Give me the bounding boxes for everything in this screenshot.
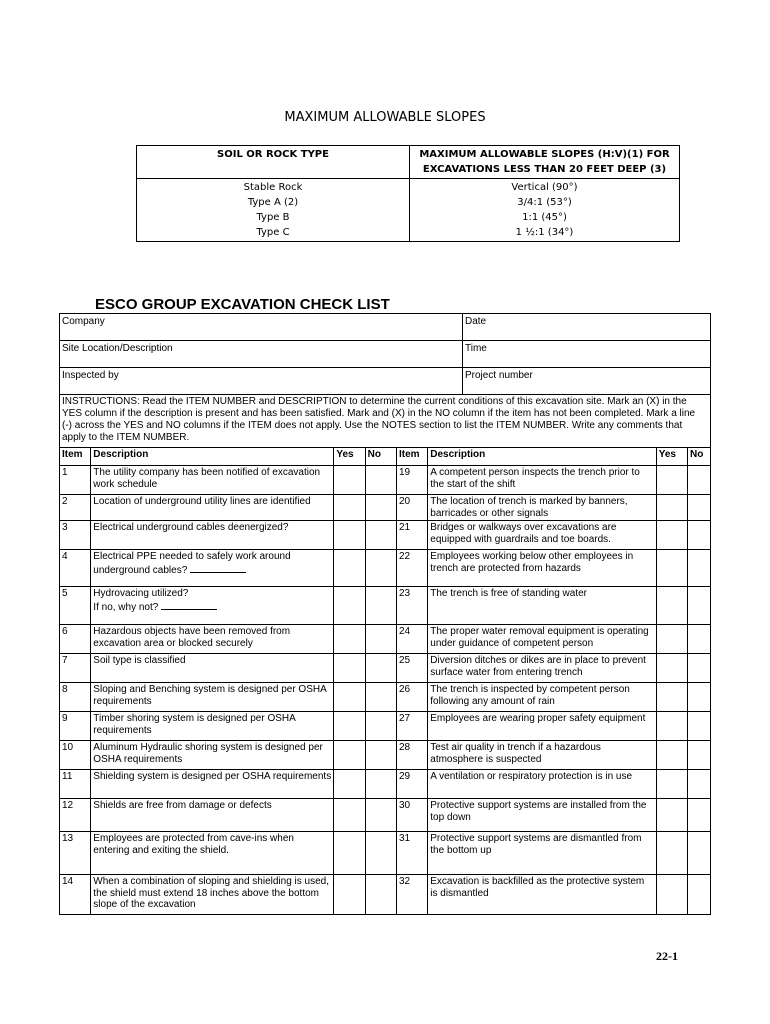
item-header: Item <box>396 448 427 466</box>
item-number: 25 <box>396 654 427 683</box>
yes-cell[interactable] <box>334 654 365 683</box>
yes-cell[interactable] <box>334 741 365 770</box>
slope-value-list: Vertical (90°) 3/4:1 (53°) 1:1 (45°) 1 ½:1 (34°) <box>410 179 680 242</box>
item-number: 20 <box>396 495 427 521</box>
no-header: No <box>688 448 711 466</box>
item-description: Sloping and Benching system is designed per OSHA requirements <box>91 683 334 712</box>
table-row <box>60 799 711 832</box>
no-cell[interactable] <box>365 495 396 521</box>
yes-cell[interactable] <box>656 832 687 875</box>
yes-cell[interactable] <box>656 625 687 654</box>
item-number: 26 <box>396 683 427 712</box>
checklist-title: ESCO GROUP EXCAVATION CHECK LIST <box>95 296 390 313</box>
yes-cell[interactable] <box>334 875 365 915</box>
yes-cell[interactable] <box>334 799 365 832</box>
slopes-table <box>136 145 680 242</box>
yes-cell[interactable] <box>334 770 365 799</box>
yes-cell[interactable] <box>656 741 687 770</box>
company-field[interactable]: Company <box>60 314 463 341</box>
no-cell[interactable] <box>365 712 396 741</box>
yes-header: Yes <box>334 448 365 466</box>
item-number: 14 <box>60 875 91 915</box>
item-description: The trench is free of standing water <box>428 587 656 625</box>
item-description: Employees are wearing proper safety equipment <box>428 712 656 741</box>
yes-cell[interactable] <box>334 587 365 625</box>
table-row <box>60 741 711 770</box>
no-cell[interactable] <box>365 770 396 799</box>
item-description: Excavation is backfilled as the protective system is dismantled <box>428 875 656 915</box>
item-description: Diversion ditches or dikes are in place to prevent surface water from entering trench <box>428 654 656 683</box>
yes-cell[interactable] <box>656 799 687 832</box>
yes-cell[interactable] <box>656 683 687 712</box>
table-row <box>60 625 711 654</box>
no-cell[interactable] <box>365 741 396 770</box>
item-description: Hydrovacing utilized? If no, why not? <box>91 587 334 625</box>
yes-cell[interactable] <box>656 770 687 799</box>
no-cell[interactable] <box>365 466 396 495</box>
answer-blank[interactable] <box>161 600 217 610</box>
yes-cell[interactable] <box>656 550 687 587</box>
item-number: 10 <box>60 741 91 770</box>
item-description: When a combination of sloping and shielding is used, the shield must extend 18 inches above the bottom slope of the excavation <box>91 875 334 915</box>
table-row <box>60 654 711 683</box>
table-row <box>60 683 711 712</box>
item-header: Item <box>60 448 91 466</box>
item-description: The location of trench is marked by banners, barricades or other signals <box>428 495 656 521</box>
table-row <box>60 550 711 587</box>
item-description: The proper water removal equipment is operating under guidance of competent person <box>428 625 656 654</box>
item-description: The utility company has been notified of excavation work schedule <box>91 466 334 495</box>
item-number: 22 <box>396 550 427 587</box>
yes-cell[interactable] <box>656 712 687 741</box>
item-number: 31 <box>396 832 427 875</box>
no-cell[interactable] <box>688 466 711 495</box>
project-number-field[interactable]: Project number <box>463 368 711 395</box>
item-number: 27 <box>396 712 427 741</box>
item-description: Test air quality in trench if a hazardous atmosphere is suspected <box>428 741 656 770</box>
table-row <box>60 875 711 915</box>
table-row <box>60 587 711 625</box>
item-number: 19 <box>396 466 427 495</box>
table-row <box>60 832 711 875</box>
table-row <box>60 495 711 521</box>
item-description: Employees are protected from cave-ins when entering and exiting the shield. <box>91 832 334 875</box>
item-number: 32 <box>396 875 427 915</box>
item-number: 4 <box>60 550 91 587</box>
no-cell[interactable] <box>688 712 711 741</box>
site-location-field[interactable]: Site Location/Description <box>60 341 463 368</box>
item-number: 13 <box>60 832 91 875</box>
inspected-by-field[interactable]: Inspected by <box>60 368 463 395</box>
description-header: Description <box>428 448 656 466</box>
no-cell[interactable] <box>365 625 396 654</box>
yes-cell[interactable] <box>656 654 687 683</box>
item-description: The trench is inspected by competent person following any amount of rain <box>428 683 656 712</box>
no-cell[interactable] <box>365 832 396 875</box>
no-cell[interactable] <box>365 683 396 712</box>
yes-cell[interactable] <box>656 875 687 915</box>
no-cell[interactable] <box>365 875 396 915</box>
no-cell[interactable] <box>688 587 711 625</box>
checklist-table <box>59 447 711 915</box>
description-header: Description <box>91 448 334 466</box>
item-description: Aluminum Hydraulic shoring system is designed per OSHA requirements <box>91 741 334 770</box>
item-number: 29 <box>396 770 427 799</box>
item-number: 8 <box>60 683 91 712</box>
item-number: 21 <box>396 521 427 550</box>
answer-blank[interactable] <box>190 563 246 573</box>
no-cell[interactable] <box>688 654 711 683</box>
yes-cell[interactable] <box>656 466 687 495</box>
yes-cell[interactable] <box>334 832 365 875</box>
no-cell[interactable] <box>688 683 711 712</box>
yes-cell[interactable] <box>334 495 365 521</box>
info-table <box>59 313 711 395</box>
no-cell[interactable] <box>688 832 711 875</box>
yes-cell[interactable] <box>334 550 365 587</box>
instructions: INSTRUCTIONS: Read the ITEM NUMBER and DESCRIPTION to determine the current conditions of this excavation site. Mark an (X) in the YES column if the description is present and has been satisfied. Mark and (X) in the NO column if the item has not been completed. Mark a line (-) across the YES and NO columns if the ITEM does not apply. Use the NOTES section to list the ITEM NUMBER. Write any comments that apply to the ITEM NUMBER. <box>59 394 711 448</box>
item-number: 30 <box>396 799 427 832</box>
page-number: 22-1 <box>656 949 678 963</box>
item-description: Hazardous objects have been removed from excavation area or blocked securely <box>91 625 334 654</box>
item-description: Location of underground utility lines are identified <box>91 495 334 521</box>
item-description: A competent person inspects the trench prior to the start of the shift <box>428 466 656 495</box>
item-description: Electrical underground cables deenergized? <box>91 521 334 550</box>
max-slope-header: MAXIMUM ALLOWABLE SLOPES (H:V)(1) FOR EXCAVATIONS LESS THAN 20 FEET DEEP (3) <box>410 146 680 179</box>
item-description: Employees working below other employees in trench are protected from hazards <box>428 550 656 587</box>
yes-header: Yes <box>656 448 687 466</box>
no-cell[interactable] <box>688 550 711 587</box>
yes-cell[interactable] <box>656 495 687 521</box>
item-number: 23 <box>396 587 427 625</box>
no-cell[interactable] <box>688 875 711 915</box>
item-number: 11 <box>60 770 91 799</box>
no-cell[interactable] <box>365 521 396 550</box>
no-cell[interactable] <box>688 799 711 832</box>
item-description: Timber shoring system is designed per OSHA requirements <box>91 712 334 741</box>
date-field[interactable]: Date <box>463 314 711 341</box>
item-description: Shielding system is designed per OSHA requirements <box>91 770 334 799</box>
item-description: Protective support systems are dismantled from the bottom up <box>428 832 656 875</box>
no-cell[interactable] <box>365 550 396 587</box>
table-row <box>60 521 711 550</box>
item-number: 1 <box>60 466 91 495</box>
no-header: No <box>365 448 396 466</box>
item-number: 24 <box>396 625 427 654</box>
item-number: 7 <box>60 654 91 683</box>
soil-type-header: SOIL OR ROCK TYPE <box>137 146 410 179</box>
no-cell[interactable] <box>365 799 396 832</box>
item-number: 2 <box>60 495 91 521</box>
item-number: 12 <box>60 799 91 832</box>
no-cell[interactable] <box>688 625 711 654</box>
no-cell[interactable] <box>365 654 396 683</box>
yes-cell[interactable] <box>334 683 365 712</box>
no-cell[interactable] <box>688 741 711 770</box>
item-description: A ventilation or respiratory protection is in use <box>428 770 656 799</box>
yes-cell[interactable] <box>334 466 365 495</box>
table-row <box>60 466 711 495</box>
item-number: 3 <box>60 521 91 550</box>
slopes-title: MAXIMUM ALLOWABLE SLOPES <box>284 110 486 125</box>
no-cell[interactable] <box>688 521 711 550</box>
soil-type-list: Stable Rock Type A (2) Type B Type C <box>137 179 410 242</box>
time-field[interactable]: Time <box>463 341 711 368</box>
item-number: 6 <box>60 625 91 654</box>
item-number: 5 <box>60 587 91 625</box>
table-row <box>60 770 711 799</box>
no-cell[interactable] <box>688 770 711 799</box>
header-row <box>60 448 711 466</box>
item-number: 9 <box>60 712 91 741</box>
item-description: Soil type is classified <box>91 654 334 683</box>
item-description: Shields are free from damage or defects <box>91 799 334 832</box>
yes-cell[interactable] <box>656 587 687 625</box>
yes-cell[interactable] <box>656 521 687 550</box>
item-description: Electrical PPE needed to safely work around underground cables? <box>91 550 334 587</box>
table-row <box>60 712 711 741</box>
item-description: Protective support systems are installed from the top down <box>428 799 656 832</box>
yes-cell[interactable] <box>334 712 365 741</box>
yes-cell[interactable] <box>334 521 365 550</box>
yes-cell[interactable] <box>334 625 365 654</box>
no-cell[interactable] <box>688 495 711 521</box>
no-cell[interactable] <box>365 587 396 625</box>
item-number: 28 <box>396 741 427 770</box>
item-description: Bridges or walkways over excavations are equipped with guardrails and toe boards. <box>428 521 656 550</box>
